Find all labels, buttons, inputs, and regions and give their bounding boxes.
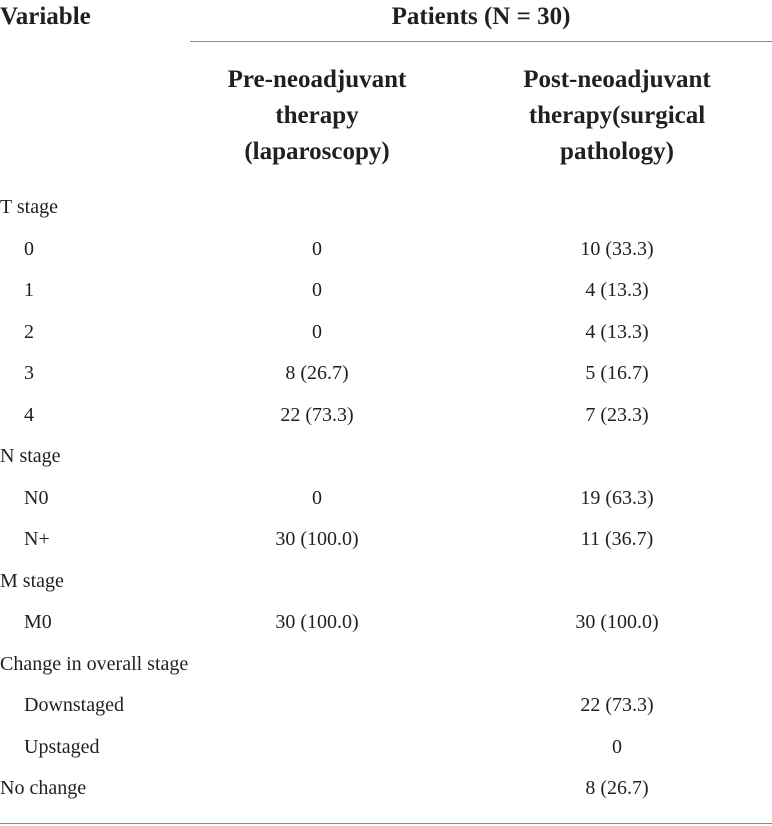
cell-variable: No change xyxy=(0,777,87,799)
cell-post-neoadjuvant: 22 (73.3) xyxy=(580,694,654,716)
cell-post-neoadjuvant: 30 (100.0) xyxy=(575,611,659,633)
cell-post-neoadjuvant: 7 (23.3) xyxy=(585,403,649,426)
cell-pre-neoadjuvant: 0 xyxy=(312,279,322,301)
table-body xyxy=(0,187,772,810)
cell-post-neoadjuvant: 8 (26.7) xyxy=(585,777,649,799)
table-row xyxy=(0,685,772,727)
table-row xyxy=(0,436,772,478)
table-row xyxy=(0,561,772,603)
table-row xyxy=(0,270,772,312)
table-row xyxy=(0,727,772,769)
cell-variable: N+ xyxy=(24,528,50,550)
table-row xyxy=(0,312,772,354)
table-row xyxy=(0,644,772,686)
table-row xyxy=(0,353,772,395)
cell-pre-neoadjuvant: 0 xyxy=(312,486,322,509)
cell-pre-neoadjuvant: 0 xyxy=(312,237,322,260)
table-bottom-rule xyxy=(0,823,772,824)
cell-variable: 4 xyxy=(24,403,34,426)
header-divider xyxy=(190,41,772,42)
header-variable: Variable xyxy=(0,3,91,30)
cell-variable: 2 xyxy=(24,320,34,343)
cell-pre-neoadjuvant: 30 (100.0) xyxy=(275,611,359,633)
table-row xyxy=(0,602,772,644)
cell-pre-neoadjuvant: 22 (73.3) xyxy=(280,403,354,426)
cell-pre-neoadjuvant: 8 (26.7) xyxy=(285,362,349,384)
table-row xyxy=(0,395,772,437)
header-post-line: therapy(surgical xyxy=(528,102,706,129)
cell-variable: 1 xyxy=(24,279,34,301)
cell-variable: Upstaged xyxy=(24,735,100,758)
table-row xyxy=(0,229,772,271)
cell-variable: M0 xyxy=(24,611,52,633)
cell-variable: N stage xyxy=(0,445,61,467)
header-post-line: pathology) xyxy=(560,138,674,165)
cell-pre-neoadjuvant: 0 xyxy=(312,320,322,343)
cell-variable: M stage xyxy=(0,569,64,592)
cell-variable: 3 xyxy=(24,362,34,384)
table-row xyxy=(0,478,772,520)
header-patients: Patients (N = 30) xyxy=(391,3,571,30)
cell-post-neoadjuvant: 11 (36.7) xyxy=(580,528,654,550)
cell-variable: 0 xyxy=(24,237,34,260)
cell-pre-neoadjuvant: 30 (100.0) xyxy=(275,528,359,550)
header-post-line: Post-neoadjuvant xyxy=(523,66,711,93)
cell-variable: T stage xyxy=(0,196,58,218)
cell-variable: N0 xyxy=(24,486,49,509)
cell-variable: Downstaged xyxy=(24,694,124,716)
cell-post-neoadjuvant: 4 (13.3) xyxy=(585,279,649,301)
cell-post-neoadjuvant: 0 xyxy=(612,735,622,758)
header-pre-neoadjuvant xyxy=(190,62,444,170)
cell-post-neoadjuvant: 10 (33.3) xyxy=(580,237,654,260)
header-post-neoadjuvant xyxy=(462,62,772,170)
cell-post-neoadjuvant: 4 (13.3) xyxy=(585,320,649,343)
table-row xyxy=(0,187,772,229)
cell-variable: Change in overall stage xyxy=(0,652,189,675)
cell-post-neoadjuvant: 19 (63.3) xyxy=(580,486,654,509)
header-pre-line: (laparoscopy) xyxy=(244,138,390,165)
header-pre-line: therapy xyxy=(275,102,359,129)
header-pre-line: Pre-neoadjuvant xyxy=(227,66,407,93)
cell-post-neoadjuvant: 5 (16.7) xyxy=(585,362,649,384)
table-row xyxy=(0,768,772,810)
table-row xyxy=(0,519,772,561)
